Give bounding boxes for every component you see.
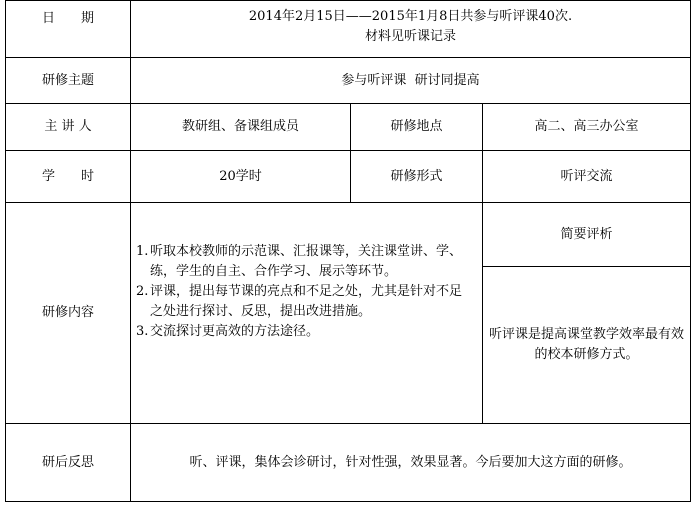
training-record-table (5, 0, 691, 502)
speaker-value: 教研组、备课组成员 (181, 119, 299, 134)
date-value (131, 1, 690, 57)
review-label: 简要评析 (560, 226, 613, 242)
list-item: 1. 听取本校教师的示范课、汇报课等，关注课堂讲、学、练，学生的自主、合作学习、展示等环节。 (136, 244, 463, 279)
reflection-value: 听、评课，集体会诊研讨，针对性强，效果显著。今后要加大这方面的研修。 (189, 454, 632, 470)
date-materials-text: 材料见听课记录 (364, 29, 456, 44)
theme-label: 研修主题 (41, 72, 94, 88)
date-label: 日 期 (41, 11, 94, 26)
form-label: 研修形式 (390, 168, 443, 184)
review-text: 听评课是提高课堂教学效率最有效的校本研修方式。 (489, 327, 685, 362)
list-item: 2. 评课，提出每节课的亮点和不足之处，尤其是针对不足之处进行探讨、反思，提出改进措施。 (136, 284, 463, 319)
hours-label: 学 时 (41, 168, 94, 184)
content-list (136, 242, 474, 372)
list-item: 3. 交流探讨更高效的方法途径。 (136, 324, 320, 339)
place-label: 研修地点 (390, 119, 443, 134)
form-value: 听评交流 (560, 168, 613, 184)
place-value: 高二、高三办公室 (534, 119, 639, 134)
hours-value: 20学时 (219, 168, 262, 184)
reflection-label: 研后反思 (41, 454, 94, 470)
content-label: 研修内容 (41, 305, 94, 320)
theme-value: 参与听评课 研讨同提高 (341, 72, 480, 88)
date-range-text: 2014年2月15日——2015年1月8日共参与听评课40次. (248, 9, 573, 24)
speaker-label: 主 讲 人 (44, 119, 92, 134)
